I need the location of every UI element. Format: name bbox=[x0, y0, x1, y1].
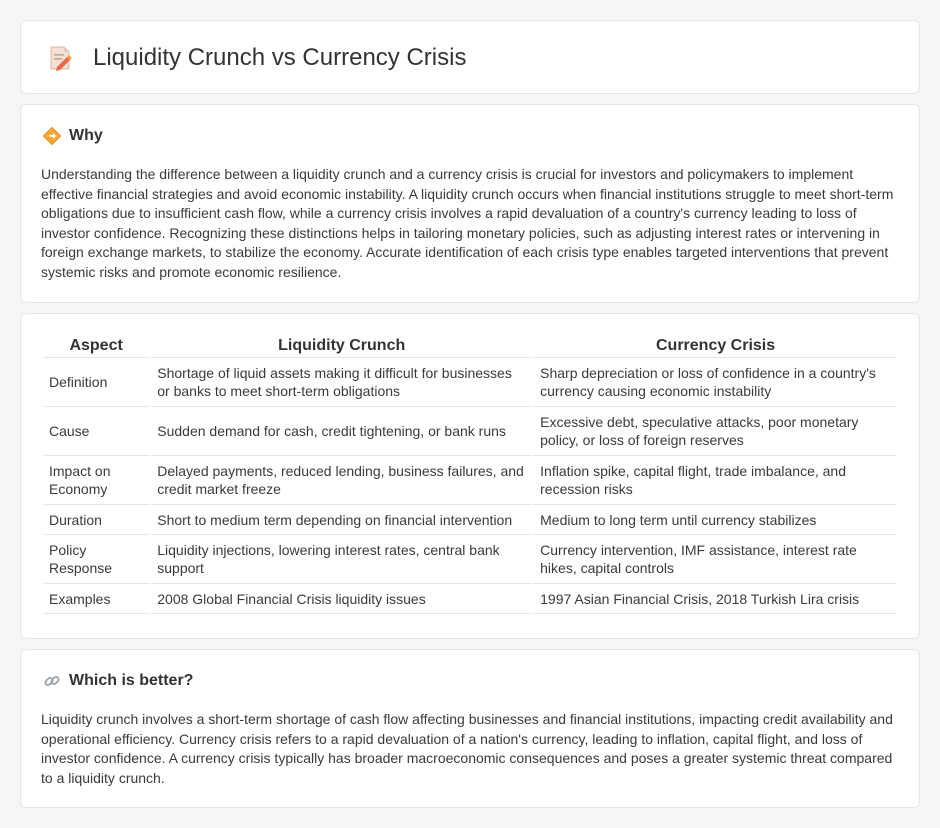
liquidity-cell: Shortage of liquid assets making it difficult for businesses or banks to meet short-term obligations bbox=[151, 358, 532, 407]
better-heading-row bbox=[43, 672, 193, 690]
header-currency-crisis: Currency Crisis bbox=[534, 334, 897, 358]
table-header-row bbox=[43, 334, 897, 358]
currency-cell: Medium to long term until currency stabilizes bbox=[534, 505, 897, 535]
aspect-cell: Impact on Economy bbox=[43, 456, 149, 505]
aspect-cell: Policy Response bbox=[43, 535, 149, 584]
diamond-sign-icon bbox=[43, 127, 61, 145]
aspect-cell: Definition bbox=[43, 358, 149, 407]
page-title: Liquidity Crunch vs Currency Crisis bbox=[93, 44, 467, 71]
comparison-table bbox=[41, 334, 899, 614]
link-icon bbox=[43, 672, 61, 690]
header-liquidity-crunch: Liquidity Crunch bbox=[151, 334, 532, 358]
table-row bbox=[43, 505, 897, 535]
title-card bbox=[20, 20, 920, 94]
title-row bbox=[45, 43, 466, 73]
why-heading: Why bbox=[69, 127, 103, 144]
table-row bbox=[43, 407, 897, 456]
why-card bbox=[20, 104, 920, 303]
comparison-card bbox=[20, 313, 920, 639]
why-paragraph: Understanding the difference between a liquidity crunch and a currency crisis is crucial for investors and policymakers to implement effective financial strategies and avoid economic instability. A liquidity crunch occurs when financial institutions struggle to meet short-term obligations due to insufficient cash flow, while a currency crisis involves a rapid devaluation of a country's currency leading to loss of investor confidence. Recognizing these distinctions helps in tailoring monetary policies, such as adjusting interest rates or intervening in foreign exchange markets, to stabilize the economy. Accurate identification of each crisis type enables targeted interventions that prevent systemic risks and promote economic resilience. bbox=[41, 166, 894, 280]
document-pencil-icon bbox=[45, 43, 75, 73]
header-aspect: Aspect bbox=[43, 334, 149, 358]
table-row bbox=[43, 456, 897, 505]
table-row bbox=[43, 535, 897, 584]
aspect-cell: Cause bbox=[43, 407, 149, 456]
currency-cell: 1997 Asian Financial Crisis, 2018 Turkish Lira crisis bbox=[534, 584, 897, 614]
better-card bbox=[20, 649, 920, 808]
liquidity-cell: 2008 Global Financial Crisis liquidity issues bbox=[151, 584, 532, 614]
why-heading-row bbox=[43, 127, 103, 145]
liquidity-cell: Liquidity injections, lowering interest rates, central bank support bbox=[151, 535, 532, 584]
aspect-cell: Examples bbox=[43, 584, 149, 614]
table-row bbox=[43, 358, 897, 407]
currency-cell: Inflation spike, capital flight, trade imbalance, and recession risks bbox=[534, 456, 897, 505]
liquidity-cell: Delayed payments, reduced lending, business failures, and credit market freeze bbox=[151, 456, 532, 505]
liquidity-cell: Short to medium term depending on financial intervention bbox=[151, 505, 532, 535]
currency-cell: Sharp depreciation or loss of confidence in a country's currency causing economic instability bbox=[534, 358, 897, 407]
currency-cell: Currency intervention, IMF assistance, interest rate hikes, capital controls bbox=[534, 535, 897, 584]
table-row bbox=[43, 584, 897, 614]
better-paragraph: Liquidity crunch involves a short-term shortage of cash flow affecting businesses and financial institutions, impacting credit availability and operational efficiency. Currency crisis refers to a rapid devaluation of a nation's currency, leading to inflation, capital flight, and loss of investor confidence. A currency crisis typically has broader macroeconomic consequences and poses a greater systemic threat compared to a liquidity crunch. bbox=[41, 711, 893, 786]
aspect-cell: Duration bbox=[43, 505, 149, 535]
currency-cell: Excessive debt, speculative attacks, poor monetary policy, or loss of foreign reserves bbox=[534, 407, 897, 456]
better-heading: Which is better? bbox=[69, 672, 194, 689]
liquidity-cell: Sudden demand for cash, credit tightening, or bank runs bbox=[151, 407, 532, 456]
